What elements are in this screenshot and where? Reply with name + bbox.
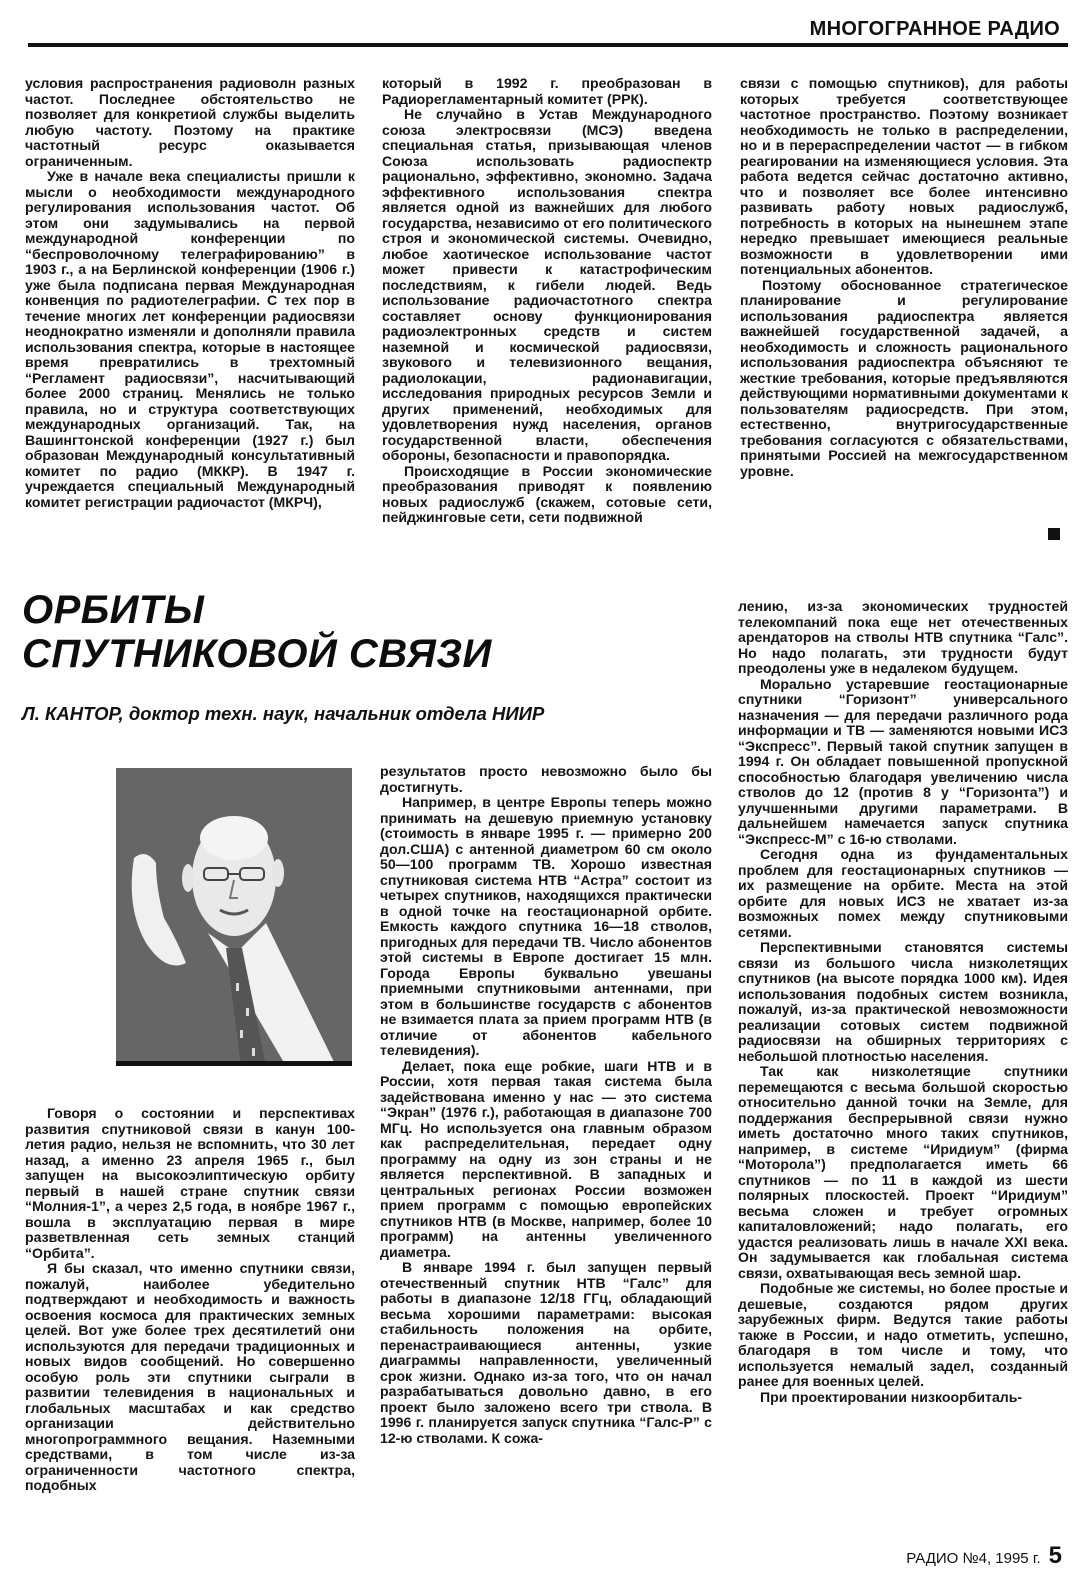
paragraph: Подобные же системы, но более простые и дешевые, создаются рядом других зарубежных фирм. Ведутся такие работы также в России, и надо отметить, успешно, благодаря в том числе и тому, что используется немалый задел, созданный ранее для военных целей. xyxy=(738,1280,1068,1389)
prev-article-column-2 xyxy=(382,76,712,526)
paragraph: Говоря о состоянии и перспективах развития спутниковой связи в канун 100-летия радио, нельзя не вспомнить, что 30 лет назад, а именно 23 апреля 1965 г., был запущен на высокоэлиптическую орбиту первый в нашей стране спутник связи “Молния-1”, а через 2,5 года, в ноябре 1967 г., вошла в эксплуатацию первая в мире разветвленная сеть земных станций “Орбита”. xyxy=(25,1105,355,1261)
paragraph: Не случайно в Устав Международного союза электросвязи (МСЭ) введена специальная статья, призывающая членов Союза использовать радиоспектр рационально, эффективно, экономно. Задача эффективного использования спектра является одной из важнейших для любого государства, независимо от его политического строя и экономической системы. Очевидно, любое хаотическое использование частот может привести к катастрофическим последствиям, к гибели людей. Ведь использование радиочастотного спектра составляет основу функционирования радиоэлектронных средств и систем наземной и космической радиосвязи, звукового и телевизионного вещания, радиолокации, радионавигации, исследования природных ресурсов Земли и других применений, необходимых для удовлетворения нужд населения, органов государственной власти, обеспечения обороны, безопасности и правопорядка. xyxy=(382,106,712,463)
header-rule xyxy=(28,43,1068,47)
paragraph: Я бы сказал, что именно спутники связи, пожалуй, наиболее убедительно подтверждают и необходимость и важность освоения космоса для практических земных целей. Вот уже более трех десятилетий они используются для передачи традиционных и новых видов сообщений. Но совершенно особую роль эти спутники сыграли в развитии телевидения в национальных и глобальных масштабах и как средство организации действительно многопрограммного вещания. Наземными средствами, в том числе из-за ограниченности частотного спектра, подобных xyxy=(25,1260,355,1493)
prev-article-column-1 xyxy=(25,76,355,510)
paragraph: условия распространения радиоволн разных частот. Последнее обстоятельство не позволяет для конкретиой службы выделить любую частоту. Поэтому на практике частотный ресурс оказывается ограниченным. xyxy=(25,75,355,169)
paragraph: Поэтому обоснованное стратегическое планирование и регулирование использования радиоспектра является важнейшей государственной задачей, а необходимость и сложность рационального использования радиоспектра объясняют те жесткие требования, которые предъявляются действующими нормативными документами к пользователям радиосредств. При этом, естественно, внутригосударственные требования согласуются с обязательствами, принятыми Россией на межгосударственном уровне. xyxy=(740,276,1068,479)
article-title-line-1: ОРБИТЫ xyxy=(22,588,205,632)
section-header xyxy=(0,0,1090,50)
paragraph: Сегодня одна из фундаментальных проблем для геостационарных спутников — их размещение на орбите. Места на этой орбите для новых ИСЗ не хватает из-за возможных помех между спутниковыми сетями. xyxy=(738,846,1068,940)
article-end-square-icon xyxy=(1048,528,1060,540)
article-column-2 xyxy=(380,764,712,1446)
magazine-issue: РАДИО №4, 1995 г. xyxy=(906,1550,1041,1567)
paragraph: Морально устаревшие геостационарные спутники “Горизонт” универсального назначения — для передачи различного рода информации и ТВ — заменяются новыми ИСЗ “Экспресс”. Первый такой спутник запущен в 1994 г. Он обладает повышенной пропускной способностью благодаря увеличению числа стволов до 12 (против 8 у “Горизонта”) и улучшенными другими параметрами. В дальнейшем намечается запуск спутника “Экспресс-М” с 16-ю стволами. xyxy=(738,675,1068,847)
paragraph: Так как низколетящие спутники перемещаются с весьма большой скоростью относительно данной точки на Земле, для поддержания беспрерывной связи нужно иметь достаточно много таких спутников, например, в системе “Иридиум” (фирма “Моторола”) предполагается иметь 66 спутников — по 11 в каждой из шести полярных плоскостей. Проект “Иридиум” весьма сложен и требует огромных капиталовложений; надо полагать, его удастся реализовать лишь в начале XXI века. Он задумывается как глобальная система связи, охватывающая весь земной шар. xyxy=(738,1063,1068,1281)
paragraph: В январе 1994 г. был запущен первый отечественный спутник НТВ “Галс” для работы в диапазоне 12/18 ГГц, обладающий весьма хорошими параметрами: высокая стабильность положения на орбите, перенастраивающиеся антенны, узкие диаграммы направленности, увеличенный срок жизни. Однако из-за того, что он начал разрабатываться довольно давно, в его проект было заложено всего три ствола. В 1996 г. планируется запуск спутника “Галс-Р” с 12-ю стволами. К сожа- xyxy=(380,1259,712,1446)
paragraph: Например, в центре Европы теперь можно принимать на дешевую приемную установку (стоимость в январе 1995 г. — примерно 200 дол.США) с антенной диаметром 60 см около 50—100 программ ТВ. Хорошо известная спутниковая система НТВ “Астра” состоит из четырех спутников, находящихся практически в одной точке на геостационарной орбите. Емкость каждого спутника 16—18 стволов, пригодных для передачи ТВ. Число абонентов этой системы в Европе достигает 15 млн. Города Европы буквально увешаны приемными спутниковыми антеннами, при этом в большинстве государств с абонентов не взимается плата за прием программ НТВ (в отличие от абонентов кабельного телевидения). xyxy=(380,794,712,1058)
page-number: 5 xyxy=(1048,1542,1062,1569)
article-column-1 xyxy=(25,1106,355,1494)
paragraph: Перспективными становятся системы связи из большого числа низколетящих спутников (на высоте порядка 1000 км). Идея использования подобных систем возникла, пожалуй, из-за практической невозможности реализации сотовых систем подвижной радиосвязи на обширных территориях с небольшой плотностью населения. xyxy=(738,939,1068,1064)
paragraph: Делает, пока еще робкие, шаги НТВ и в России, хотя первая такая система была задействована именно у нас — это система “Экран” (1976 г.), работающая в диапазоне 700 МГц. Но используется она главным образом как распределительная, передает одну программу на одну из зон страны и не является перспективной. В западных и центральных регионах России возможен прием программ с помощью европейских спутников НТВ (в Москве, например, более 10 программ) на антенны увеличенного диаметра. xyxy=(380,1057,712,1260)
article-title-line-2: СПУТНИКОВОЙ СВЯЗИ xyxy=(22,632,492,676)
paragraph: Происходящие в России экономические преобразования приводят к появлению новых радиослужб (скажем, сотовые сети, пейджинговые сети, сети подвижной xyxy=(382,462,712,525)
paragraph: который в 1992 г. преобразован в Радиорегламентарный комитет (РРК). xyxy=(382,75,712,107)
article-byline: Л. КАНТОР, доктор техн. наук, начальник отдела НИИР xyxy=(22,703,545,724)
prev-article-column-3 xyxy=(740,76,1068,479)
paragraph: При проектировании низкоорбиталь- xyxy=(760,1388,1023,1405)
paragraph: связи с помощью спутников), для работы которых требуется соответствующее частотное пространство. Поэтому возникает необходимость не только в распределении, но и в перераспределении частот — в гибком реагировании на изменяющиеся условия. Эта работа ведется сейчас достаточно активно, что и позволяет все более интенсивно развивать работу новых радиослужб, потребность в которых на нынешнем этапе нередко превышает имеющиеся реальные возможности в удовлетворении ими потенциальных абонентов. xyxy=(740,75,1068,277)
paragraph: Уже в начале века специалисты пришли к мысли о необходимости международного регулирования использования частот. Об этом они задумывались на первой международной конференции по “беспроволочному телеграфированию” в 1903 г., а на Берлинской конференции (1906 г.) уже была подписана первая Международная конвенция по радиотелеграфии. С тех пор в течение многих лет конференции радиосвязи неоднократно изменяли и дополняли правила использования спектра, которые в настоящее время превратились в трехтомный “Регламент радиосвязи”, насчитывающий более 2000 страниц. Менялись не только правила, но и структура соответствующих международных организаций. Так, на Вашингтонской конференции (1927 г.) был образован Международный консультативный комитет по радио (МККР). В 1947 г. учреждается специальный Международный комитет регистрации радиочастот (МКРЧ), xyxy=(25,168,355,510)
page-footer xyxy=(906,1542,1062,1570)
photo-bottom-rule xyxy=(116,1061,352,1066)
author-photo xyxy=(116,768,352,1066)
author-portrait-image xyxy=(116,768,352,1066)
paragraph: лению, из-за экономических трудностей телекомпаний пока еще нет отечественных арендаторов на стволы НТВ спутника “Галс”. Но надо полагать, эти трудности будут преодолены уже в недалеком будущем. xyxy=(738,598,1068,676)
section-title: МНОГОГРАННОЕ РАДИО xyxy=(809,18,1060,40)
article-column-3 xyxy=(738,599,1068,1405)
paragraph: результатов просто невозможно было бы достигнуть. xyxy=(380,763,712,795)
article-title xyxy=(22,588,492,676)
